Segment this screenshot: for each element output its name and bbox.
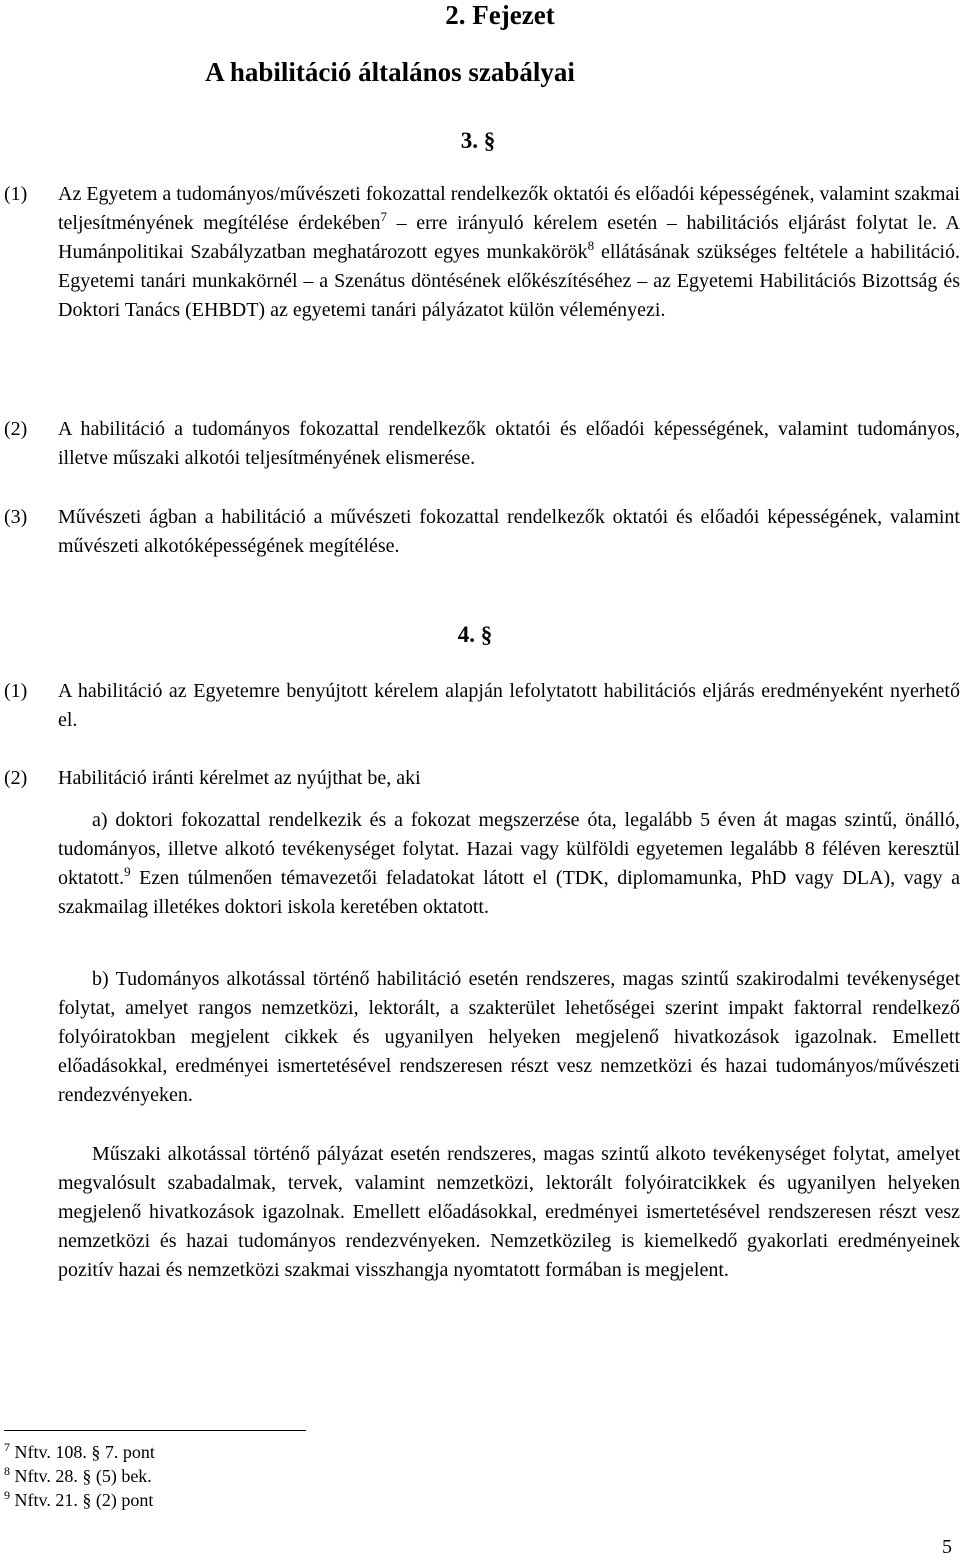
section-3-paragraph-3: Művészeti ágban a habilitáció a művészeti fokozattal rendelkezők oktatói és előadói képességének, valamint művészeti alkotóképességének megítélése. — [58, 506, 960, 557]
section-4-paragraph-2: Habilitáció iránti kérelmet az nyújthat be, aki — [58, 767, 421, 789]
paragraph-text: – erre irányuló kérelem esetén – habilitációs eljárást folytat le. A Humánpolitikai Szabályzatban meghatározott egyes munkakörök — [58, 212, 960, 263]
item-text: Ezen túlmenően témavezetői feladatokat látott el (TDK, diplomamunka, PhD vagy DLA), vagy a szakmailag illetékes doktori iskola keretében oktatott. — [58, 867, 960, 918]
footnote-number: 9 — [4, 1488, 10, 1502]
footnote-ref: 7 — [380, 209, 387, 224]
paragraph-number: (1) — [4, 183, 28, 205]
page-number: 5 — [942, 1536, 952, 1558]
item-text: a) doktori fokozattal rendelkezik és a fokozat megszerzése óta, legalább 5 éven át magas szintű, önálló, tudományos, illetve alkotó tevékenységet folytat. Hazai vagy külföldi egyetemen legalább 8 féléven keresztül oktatott. — [58, 809, 960, 889]
section-heading-3: 3. § — [460, 128, 496, 153]
paragraph-number: (2) — [4, 418, 28, 440]
paragraph-number: (3) — [4, 506, 28, 528]
paragraph-number: (2) — [4, 767, 28, 789]
footnote-9 — [4, 1488, 153, 1512]
footnote-8 — [4, 1464, 152, 1488]
footnote-text: Nftv. 108. § 7. pont — [10, 1442, 155, 1462]
footnote-7 — [4, 1440, 155, 1464]
section-3-paragraph-1 — [58, 180, 960, 325]
footnote-separator — [4, 1430, 306, 1431]
section-4-paragraph-1: A habilitáció az Egyetemre benyújtott kérelem alapján lefolytatott habilitációs eljárás eredményeként nyerhető el. — [58, 680, 960, 731]
footnote-number: 7 — [4, 1440, 10, 1454]
footnote-ref: 9 — [124, 864, 131, 879]
list-item-b: b) Tudományos alkotással történő habilitáció esetén rendszeres, magas szintű szakirodalmi tevékenységet folytat, amelyet rangos nemzetközi, lektorált, a szakterület lehetőségei szerint impakt faktorral rendelkező folyóiratokban megjelent cikkek és ugyanilyen helyeken megjelenő hivatkozások igazolnak. Emellett előadásokkal, eredményei ismertetésével rendszeresen részt vesz nemzetközi és hazai tudományos/művészeti rendezvényeken. — [58, 968, 960, 1106]
paragraph-text: Az Egyetem a tudományos/művészeti fokozattal rendelkezők oktatói és előadói képességének, valamint szakmai teljesítményének megítélése érdekében — [58, 183, 960, 234]
section-heading-4: 4. § — [457, 622, 493, 647]
chapter-heading: 2. Fejezet — [445, 0, 555, 30]
chapter-subtitle: A habilitáció általános szabályai — [205, 57, 575, 87]
footnote-ref: 8 — [587, 238, 595, 253]
list-item-b-continuation: Műszaki alkotással történő pályázat esetén rendszeres, magas szintű alkoto tevékenységet folytat, amelyet megvalósult szabadalmak, tervek, valamint nemzetközi, lektorált folyóiratcikkek és ugyanilyen helyeken megjelenő hivatkozások igazolnak. Emellett előadásokkal, eredményei ismertetésével rendszeresen részt vesz nemzetközi és hazai tudományos rendezvényeken. Nemzetközileg is kiemelkedő gyakorlati eredményeinek pozitív hazai és nemzetközi szakmai visszhangja nyomtatott formában is megjelent. — [58, 1143, 960, 1281]
section-3-paragraph-2: A habilitáció a tudományos fokozattal rendelkezők oktatói és előadói képességének, valamint tudományos, illetve műszaki alkotói teljesítményének elismerése. — [58, 418, 960, 469]
footnote-number: 8 — [4, 1464, 10, 1478]
list-item-a — [58, 806, 960, 922]
footnote-text: Nftv. 28. § (5) bek. — [10, 1466, 152, 1486]
footnote-text: Nftv. 21. § (2) pont — [10, 1490, 154, 1510]
paragraph-text: ellátásának szükséges feltétele a habilitáció. Egyetemi tanári munkakörnél – a Szenátus döntésének előkészítéséhez – az Egyetemi Habilitációs Bizottság és Doktori Tanács (EHBDT) az egyetemi tanári pályázatot külön véleményezi. — [58, 241, 960, 321]
paragraph-number: (1) — [4, 680, 28, 702]
